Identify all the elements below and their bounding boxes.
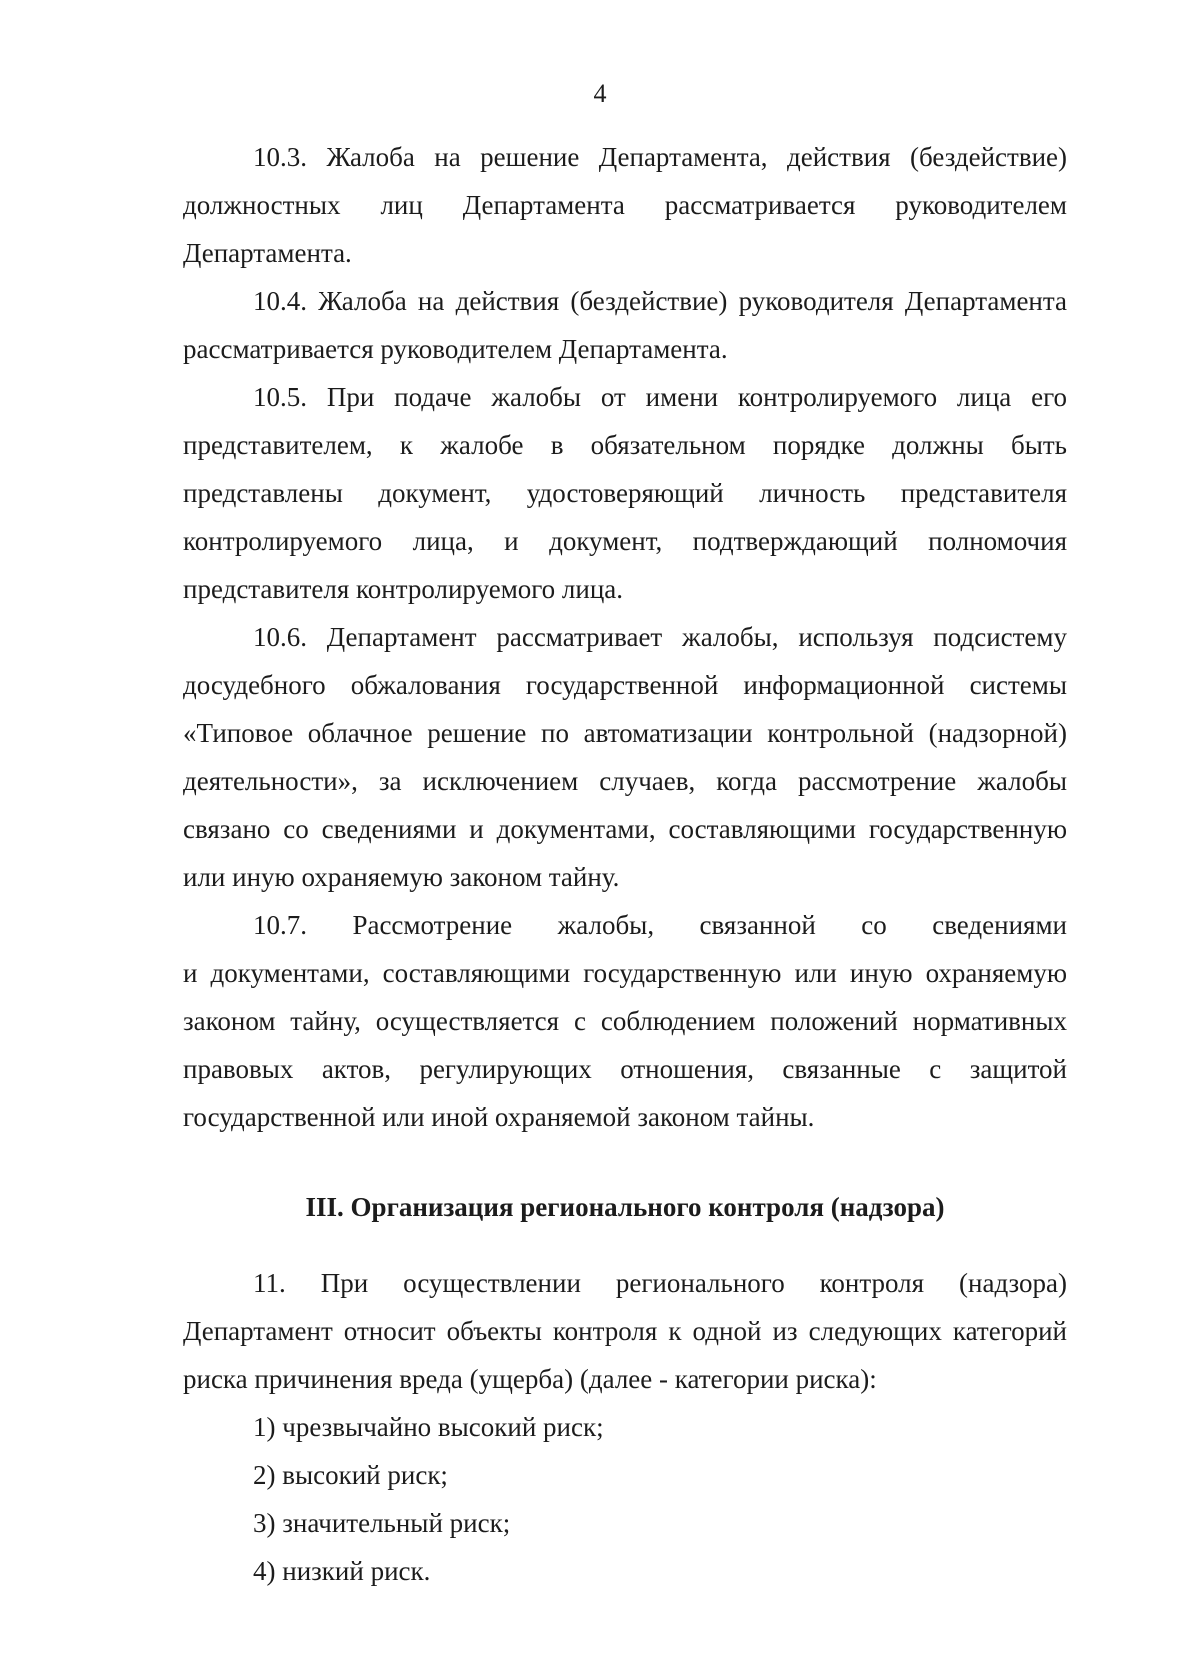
paragraph-line: Департамент относит объекты контроля к одной из следующих категорий — [183, 1316, 1067, 1346]
paragraph-line: правовых актов, регулирующих отношения, связанные с защитой — [183, 1054, 1067, 1084]
paragraph-line: должностных лиц Департамента рассматривается руководителем — [183, 190, 1067, 220]
paragraph-line: досудебного обжалования государственной информационной системы — [183, 670, 1067, 700]
paragraph-10-6 — [183, 613, 1067, 901]
paragraph-line: Департамента. — [183, 238, 352, 268]
paragraph-line: контролируемого лица, и документ, подтверждающий полномочия — [183, 526, 1067, 556]
paragraph-line: 10.6. Департамент рассматривает жалобы, используя подсистему — [253, 622, 1067, 652]
paragraph-line: законом тайну, осуществляется с соблюдением положений нормативных — [183, 1006, 1067, 1036]
paragraph-line: представлены документ, удостоверяющий личность представителя — [183, 478, 1067, 508]
paragraph-line: государственной или иной охраняемой законом тайны. — [183, 1102, 815, 1132]
paragraph-line: представителем, к жалобе в обязательном порядке должны быть — [183, 430, 1067, 460]
paragraph-10-4 — [183, 277, 1067, 373]
paragraph-line: деятельности», за исключением случаев, когда рассмотрение жалобы — [183, 766, 1067, 796]
paragraph-line: 10.3. Жалоба на решение Департамента, действия (бездействие) — [253, 142, 1067, 172]
paragraph-line: 10.5. При подаче жалобы от имени контролируемого лица его — [253, 382, 1067, 412]
paragraph-line: рассматривается руководителем Департамента. — [183, 334, 728, 364]
paragraph-line: связано со сведениями и документами, составляющими государственную — [183, 814, 1067, 844]
paragraph-10-7 — [183, 901, 1067, 1141]
risk-category-item: 2) высокий риск; — [253, 1460, 448, 1490]
paragraph-11 — [183, 1259, 1067, 1403]
risk-category-item: 4) низкий риск. — [253, 1556, 431, 1586]
paragraph-line: и документами, составляющими государственную или иную охраняемую — [183, 958, 1067, 988]
page-number: 4 — [593, 79, 607, 108]
paragraph-10-5 — [183, 373, 1067, 613]
section-heading: III. Организация регионального контроля (надзора) — [305, 1192, 945, 1222]
paragraph-line: 10.4. Жалоба на действия (бездействие) руководителя Департамента — [253, 286, 1067, 316]
paragraph-line: риска причинения вреда (ущерба) (далее - категории риска): — [183, 1364, 877, 1394]
paragraph-line: 11. При осуществлении регионального контроля (надзора) — [253, 1268, 1067, 1298]
document-body — [183, 133, 1067, 1595]
paragraph-10-3 — [183, 133, 1067, 277]
risk-category-item: 1) чрезвычайно высокий риск; — [253, 1412, 604, 1442]
paragraph-line: представителя контролируемого лица. — [183, 574, 624, 604]
paragraph-line: «Типовое облачное решение по автоматизации контрольной (надзорной) — [183, 718, 1067, 748]
risk-category-item: 3) значительный риск; — [253, 1508, 511, 1538]
paragraph-line: 10.7. Рассмотрение жалобы, связанной со сведениями — [253, 910, 1067, 940]
paragraph-line: или иную охраняемую законом тайну. — [183, 862, 620, 892]
